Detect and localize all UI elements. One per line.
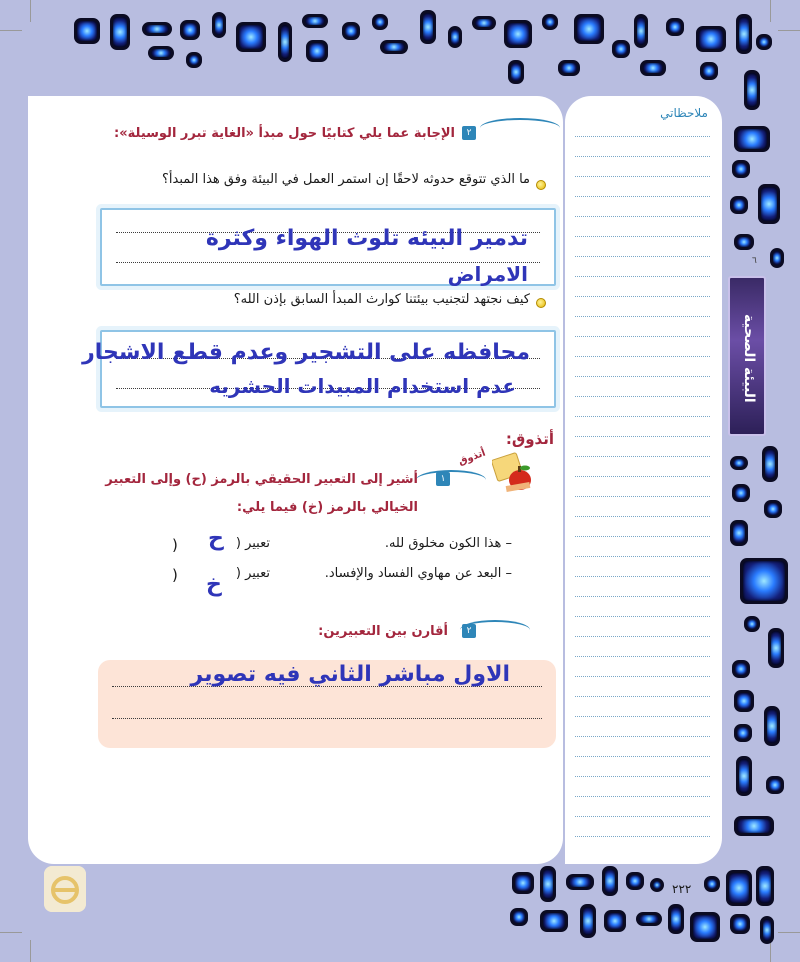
- publisher-logo-icon: [44, 866, 86, 912]
- decorative-gem: [696, 26, 726, 52]
- expression-text: – هذا الكون مخلوق لله.: [384, 536, 512, 551]
- handwritten-answer: محافظه على التشجير وعدم قطع الاشجار: [82, 340, 530, 365]
- decorative-gem: [766, 776, 784, 794]
- bullet-icon: [536, 180, 546, 190]
- decorative-gem: [508, 60, 524, 84]
- decorative-gem: [512, 872, 534, 894]
- crop-mark: [778, 932, 800, 933]
- note-line: [575, 776, 710, 777]
- handwritten-answer: تدمير البيئه تلوث الهواء وكثرة: [205, 226, 528, 251]
- decorative-gem: [730, 914, 750, 934]
- note-line: [575, 556, 710, 557]
- answer-symbol: خ: [206, 572, 222, 597]
- note-line: [575, 196, 710, 197]
- note-line: [575, 336, 710, 337]
- note-line: [575, 436, 710, 437]
- decorative-gem: [504, 20, 532, 48]
- decorative-gem: [342, 22, 360, 40]
- decorative-gem: [740, 558, 788, 604]
- expression-text: – البعد عن مهاوي الفساد والإفساد.: [324, 566, 512, 581]
- decorative-gem: [690, 912, 720, 942]
- decorative-gem: [760, 916, 774, 944]
- note-line: [575, 516, 710, 517]
- decorative-gem: [566, 874, 594, 890]
- decorative-gem: [758, 184, 780, 224]
- decorative-gem: [734, 234, 754, 250]
- note-line: [575, 316, 710, 317]
- exercise-heading: أقارن بين التعبيرين:: [318, 624, 448, 639]
- tadhawwaq-badge: أتذوق: [456, 447, 488, 468]
- note-line: [575, 756, 710, 757]
- note-line: [575, 596, 710, 597]
- question-text: كيف نجتهد لتجنيب بيئتنا كوارث المبدأ السابق بإذن الله؟: [233, 292, 530, 307]
- decorative-gem: [770, 248, 784, 268]
- note-line: [575, 496, 710, 497]
- note-line: [575, 716, 710, 717]
- note-line: [575, 296, 710, 297]
- crop-mark: [0, 932, 22, 933]
- unit-side-tab: [728, 276, 766, 436]
- decorative-gem: [732, 660, 750, 678]
- section-title: أتذوق:: [505, 430, 554, 448]
- question-text: ما الذي تتوقع حدوثه لاحقًا إن استمر العمل في البيئة وفق هذا المبدأ؟: [162, 172, 530, 187]
- note-line: [575, 376, 710, 377]
- expression-label: تعبير (: [235, 566, 270, 581]
- note-line: [575, 816, 710, 817]
- decorative-gem: [278, 22, 292, 62]
- note-line: [575, 176, 710, 177]
- handwritten-answer: عدم استخدام المبيدات الحشريه: [209, 374, 516, 398]
- note-line: [575, 696, 710, 697]
- decorative-gem: [732, 160, 750, 178]
- decorative-gem: [302, 14, 328, 28]
- decorative-gem: [110, 14, 130, 50]
- decorative-gem: [736, 756, 752, 796]
- crop-mark: [30, 0, 31, 22]
- notes-title: ملاحظاتي: [660, 106, 708, 120]
- decorative-gem: [148, 46, 174, 60]
- decorative-gem: [634, 14, 648, 48]
- note-line: [575, 736, 710, 737]
- decorative-gem: [558, 60, 580, 76]
- close-paren: ): [172, 536, 178, 554]
- decorative-gem: [730, 520, 748, 546]
- expression-label: تعبير (: [235, 536, 270, 551]
- decorative-gem: [380, 40, 408, 54]
- decorative-gem: [186, 52, 202, 68]
- decorative-gem: [734, 690, 754, 712]
- note-line: [575, 656, 710, 657]
- decorative-gem: [602, 866, 618, 896]
- decorative-gem: [626, 872, 644, 890]
- decorative-gem: [726, 870, 752, 906]
- note-line: [575, 456, 710, 457]
- page-number: ٢٢٢: [672, 882, 692, 896]
- swoosh-decoration: [480, 118, 560, 138]
- decorative-gem: [212, 12, 226, 38]
- decorative-gem: [666, 18, 684, 36]
- decorative-gem: [730, 196, 748, 214]
- decorative-gem: [448, 26, 462, 48]
- decorative-gem: [574, 14, 604, 44]
- exercise-number-badge: ١: [436, 472, 450, 486]
- decorative-gem: [74, 18, 100, 44]
- decorative-gem: [762, 446, 778, 482]
- note-line: [575, 576, 710, 577]
- note-line: [575, 276, 710, 277]
- note-line: [575, 236, 710, 237]
- answer-line: [112, 718, 542, 719]
- decorative-gem: [744, 616, 760, 632]
- apple-icon: [492, 450, 536, 494]
- decorative-gem: [420, 10, 436, 44]
- decorative-gem: [764, 706, 780, 746]
- decorative-gem: [734, 816, 774, 836]
- question-heading: الإجابة عما يلي كتابيًا حول مبدأ «الغاية تبرر الوسيلة»:: [114, 126, 455, 141]
- note-line: [575, 676, 710, 677]
- exercise-heading: أشير إلى التعبير الحقيقي بالرمز (ح) وإلى التعبير: [105, 472, 418, 487]
- exercise-heading: الخيالي بالرمز (خ) فيما يلي:: [236, 500, 418, 515]
- decorative-gem: [540, 910, 568, 932]
- note-line: [575, 536, 710, 537]
- handwritten-answer: الاول مباشر الثاني فيه تصوير: [190, 662, 510, 687]
- notes-panel: [565, 96, 722, 864]
- crop-mark: [778, 30, 800, 31]
- decorative-gem: [650, 878, 664, 892]
- decorative-gem: [736, 14, 752, 54]
- decorative-gem: [668, 904, 684, 934]
- close-paren: ): [172, 566, 178, 584]
- decorative-gem: [756, 866, 774, 906]
- note-line: [575, 796, 710, 797]
- decorative-gem: [768, 628, 784, 668]
- note-line: [575, 356, 710, 357]
- decorative-gem: [306, 40, 328, 62]
- note-line: [575, 636, 710, 637]
- decorative-gem: [756, 34, 772, 50]
- note-line: [575, 416, 710, 417]
- decorative-gem: [472, 16, 496, 30]
- bullet-icon: [536, 298, 546, 308]
- decorative-gem: [636, 912, 662, 926]
- decorative-gem: [510, 908, 528, 926]
- decorative-gem: [700, 62, 718, 80]
- decorative-gem: [730, 456, 748, 470]
- exercise-number-badge: ٢: [462, 624, 476, 638]
- decorative-gem: [734, 724, 752, 742]
- decorative-gem: [542, 14, 558, 30]
- decorative-gem: [704, 876, 720, 892]
- note-line: [575, 616, 710, 617]
- decorative-gem: [180, 20, 200, 40]
- crop-mark: [0, 30, 22, 31]
- note-line: [575, 136, 710, 137]
- unit-title: البيئة الصحية: [741, 313, 757, 403]
- decorative-gem: [612, 40, 630, 58]
- decorative-gem: [764, 500, 782, 518]
- decorative-gem: [142, 22, 172, 36]
- decorative-gem: [372, 14, 388, 30]
- decorative-gem: [604, 910, 626, 932]
- decorative-gem: [734, 126, 770, 152]
- note-line: [575, 396, 710, 397]
- decorative-gem: [732, 484, 750, 502]
- note-line: [575, 836, 710, 837]
- question-number-badge: ٢: [462, 126, 476, 140]
- decorative-gem: [236, 22, 266, 52]
- note-line: [575, 476, 710, 477]
- handwritten-answer: الامراض: [447, 262, 528, 286]
- answer-symbol: ح: [208, 526, 224, 551]
- side-number: ٦: [752, 256, 757, 266]
- swoosh-decoration: [416, 470, 486, 490]
- decorative-gem: [640, 60, 666, 76]
- note-line: [575, 256, 710, 257]
- crop-mark: [30, 940, 31, 962]
- decorative-gem: [580, 904, 596, 938]
- decorative-gem: [744, 70, 760, 110]
- crop-mark: [770, 940, 771, 962]
- crop-mark: [770, 0, 771, 22]
- note-line: [575, 156, 710, 157]
- note-line: [575, 216, 710, 217]
- decorative-gem: [540, 866, 556, 902]
